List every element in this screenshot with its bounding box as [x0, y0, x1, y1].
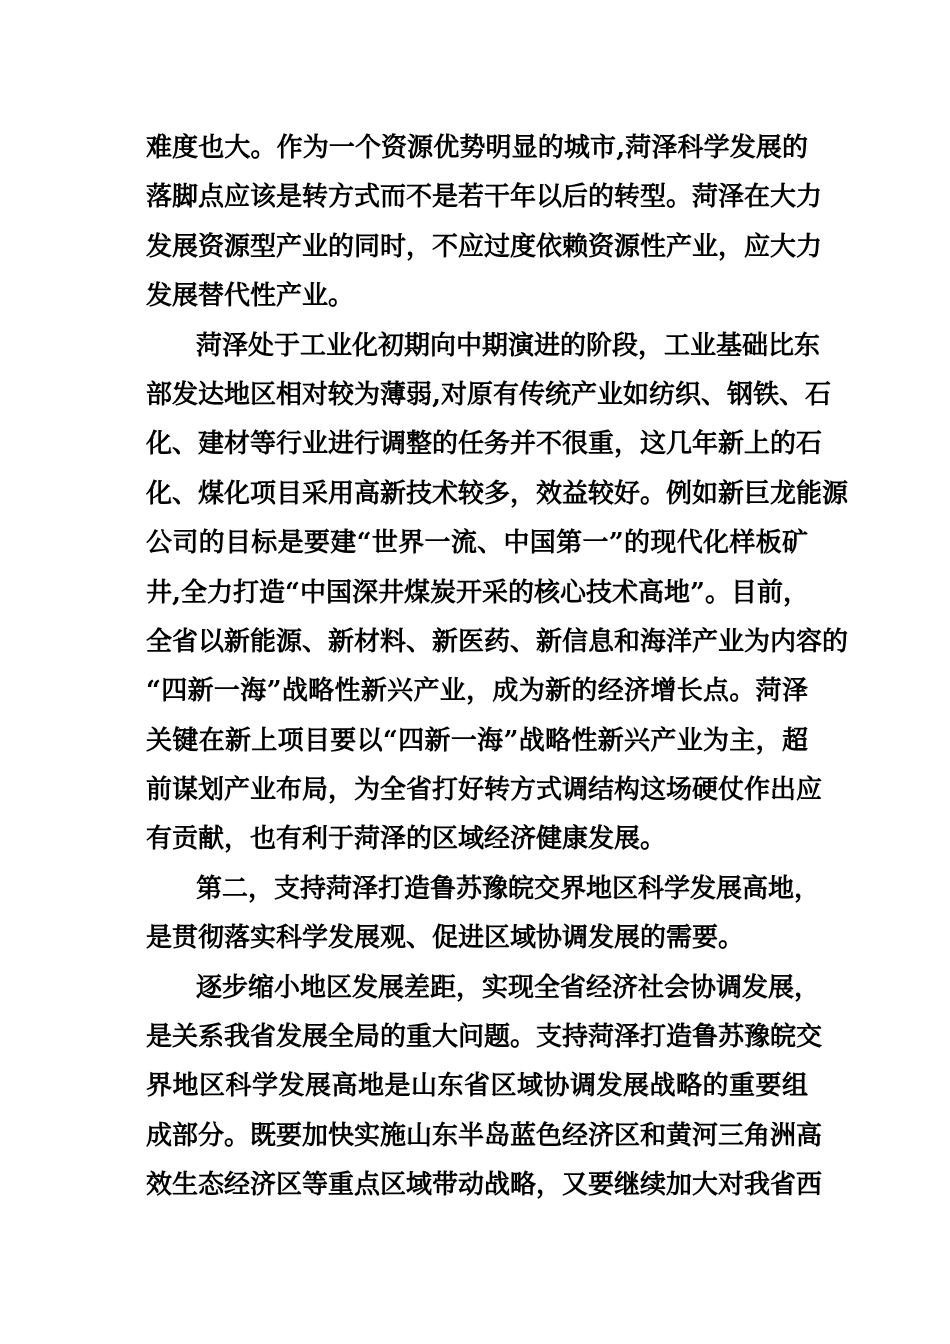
paragraph-industrialization: [146, 322, 849, 865]
body-text: [146, 124, 849, 1211]
text-line: 成部分。既要加快实施山东半岛蓝色经济区和黄河三角洲高: [146, 1120, 823, 1151]
text-line: 化、煤化项目采用高新技术较多，效益较好。例如新巨龙能源: [146, 478, 849, 509]
text-line: 全省以新能源、新材料、新医药、新信息和海洋产业为内容的: [146, 626, 849, 657]
text-line: 逐步缩小地区发展差距，实现全省经济社会协调发展，: [196, 972, 821, 1003]
paragraph-resource-city: [146, 124, 823, 322]
text-line: 发展资源型产业的同时，不应过度依赖资源性产业，应大力: [146, 231, 823, 262]
text-line: 菏泽处于工业化初期向中期演进的阶段，工业基础比东: [196, 330, 821, 361]
text-line: 界地区科学发展高地是山东省区域协调发展战略的重要组: [146, 1071, 808, 1102]
text-line: 落脚点应该是转方式而不是若干年以后的转型。菏泽在大力: [146, 182, 823, 213]
text-line: 公司的目标是要建“世界一流、中国第一”的现代化样板矿: [146, 528, 808, 559]
text-line: 关键在新上项目要以“四新一海”战略性新兴产业为主，超: [146, 725, 808, 756]
text-line: 难度也大。作为一个资源优势明显的城市,菏泽科学发展的: [146, 133, 808, 163]
text-line: 化、建材等行业进行调整的任务并不很重，这几年新上的石: [146, 429, 823, 460]
text-line: 发展替代性产业。: [146, 281, 355, 312]
text-line: 部发达地区相对较为薄弱,对原有传统产业如纺织、钢铁、石: [146, 379, 832, 410]
text-line: 第二，支持菏泽打造鲁苏豫皖交界地区科学发展高地，: [196, 873, 821, 904]
text-line: “四新一海”战略性新兴产业，成为新的经济增长点。菏泽: [146, 676, 808, 707]
text-line: 效生态经济区等重点区域带动战略，又要继续加大对我省西: [146, 1170, 823, 1201]
text-line: 井,全力打造“中国深井煤炭开采的核心技术高地”。目前，: [146, 577, 809, 608]
paragraph-second-point: [146, 865, 821, 964]
text-line: 是关系我省发展全局的重大问题。支持菏泽打造鲁苏豫皖交: [146, 1022, 823, 1053]
text-line: 前谋划产业布局，为全省打好转方式调结构这场硬仗作出应: [146, 775, 823, 806]
paragraph-regional-coordination: [146, 964, 823, 1211]
text-line: 有贡献，也有利于菏泽的区域经济健康发展。: [146, 824, 667, 855]
text-line: 是贯彻落实科学发展观、促进区域协调发展的需要。: [146, 923, 745, 954]
